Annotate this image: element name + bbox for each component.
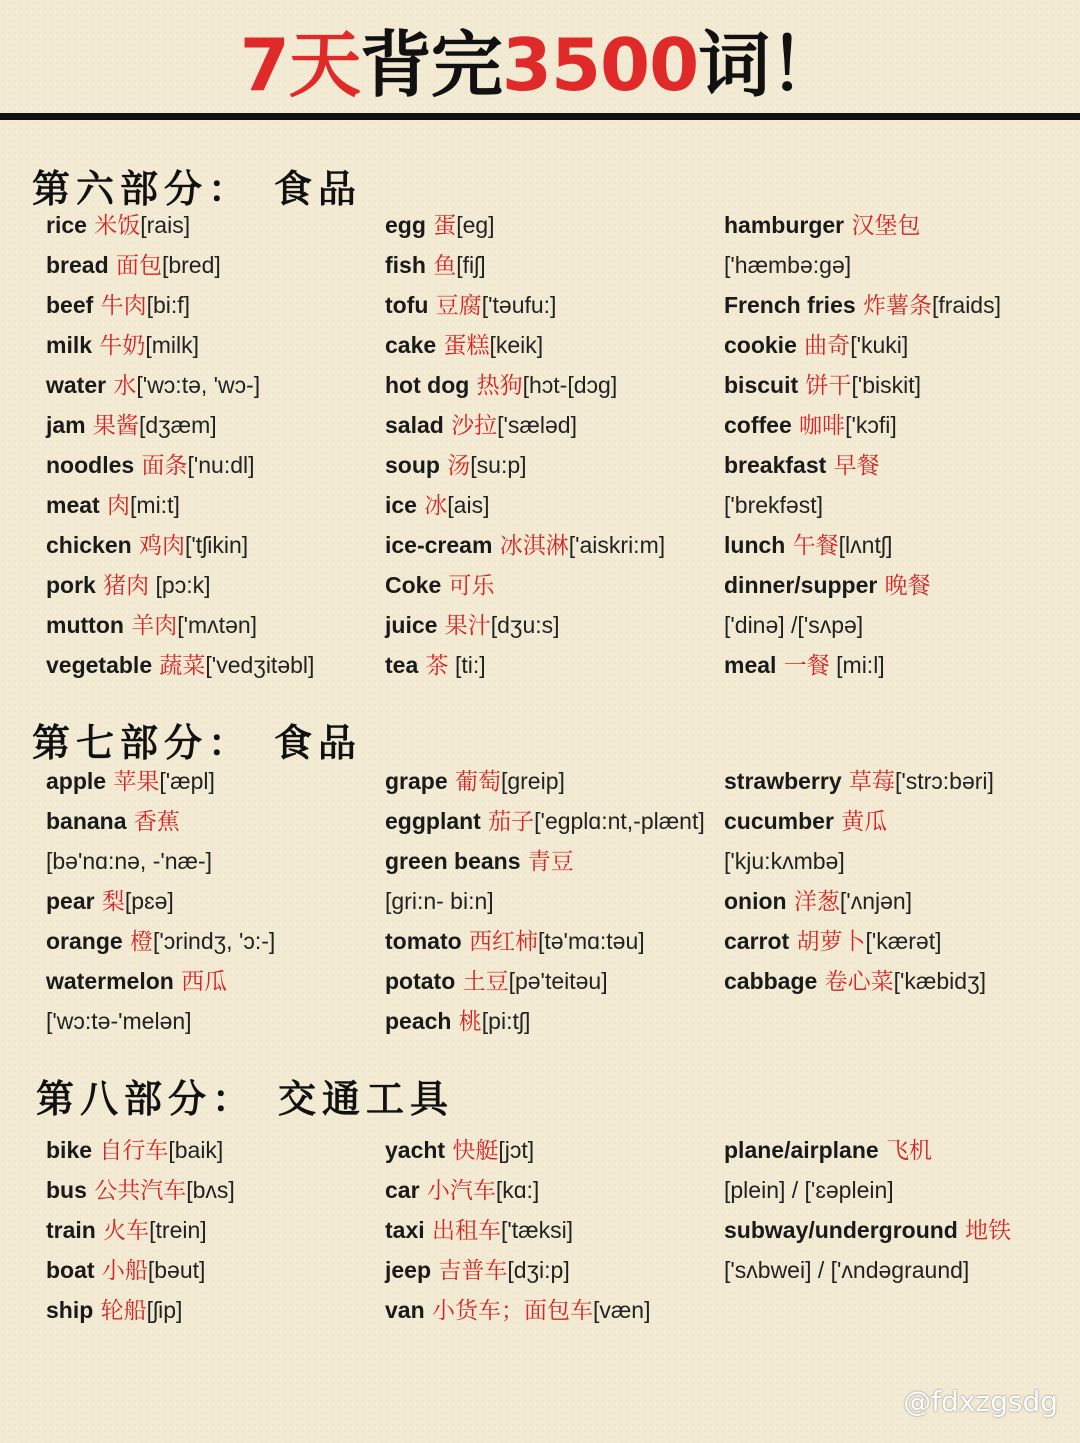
vocab-entry	[46, 325, 386, 365]
vocab-chinese: 水	[106, 373, 137, 399]
vocab-chinese: 快艇	[445, 1138, 499, 1164]
vocab-phonetic: ['tæksi]	[500, 1217, 574, 1243]
vocab-entry	[46, 605, 386, 645]
vocab-phonetic: [plein] / ['ɛəplein]	[724, 1177, 894, 1203]
vocab-phonetic: ['aiskri:m]	[568, 532, 666, 558]
vocab-english: salad	[385, 412, 444, 438]
vocab-chinese: 飞机	[878, 1138, 932, 1164]
vocab-chinese: 鸡肉	[131, 533, 185, 559]
vocab-entry	[385, 1001, 725, 1041]
vocab-entry	[46, 445, 386, 485]
vocab-phonetic: [bred]	[161, 252, 221, 278]
vocab-english: milk	[46, 332, 93, 358]
vocab-chinese: 汤	[439, 453, 471, 479]
vocab-chinese: 蔬菜	[152, 653, 206, 679]
vocab-entry	[724, 325, 1064, 365]
vocab-english: bread	[46, 252, 109, 278]
vocab-chinese: 西红柿	[461, 929, 538, 955]
vocab-chinese: 炸薯条	[855, 293, 932, 319]
vocab-chinese: 曲奇	[796, 333, 851, 359]
section-6-column-3	[724, 205, 1064, 685]
vocab-english: egg	[385, 212, 426, 238]
vocab-chinese: 蛋糕	[436, 333, 490, 359]
vocab-english: jam	[46, 412, 86, 438]
vocab-english: beef	[46, 292, 94, 318]
vocab-phonetic: [ais]	[447, 492, 490, 518]
vocab-entry	[724, 645, 1064, 685]
vocab-chinese: 轮船	[93, 1298, 147, 1324]
vocab-chinese: 洋葱	[786, 889, 840, 915]
vocab-english: green beans	[385, 848, 521, 874]
section-7-column-2	[385, 761, 725, 1041]
vocab-english: dinner/supper	[724, 572, 878, 598]
section-6-column-1	[46, 205, 386, 685]
vocab-chinese: 青豆	[520, 849, 574, 875]
vocab-chinese: 可乐	[441, 573, 495, 599]
vocab-english: boat	[46, 1257, 95, 1283]
vocab-entry	[385, 761, 725, 801]
vocab-entry	[724, 841, 1064, 881]
vocab-chinese: 黄瓜	[833, 809, 888, 835]
vocab-entry	[46, 1250, 386, 1290]
vocab-phonetic: [hɔt-[dɔg]	[522, 372, 618, 398]
vocab-entry	[46, 285, 386, 325]
vocab-entry	[385, 245, 725, 285]
vocab-english: van	[385, 1297, 425, 1323]
vocab-english: carrot	[724, 928, 790, 954]
section-6-column-2	[385, 205, 725, 685]
vocab-entry	[46, 1130, 386, 1170]
vocab-english: car	[385, 1177, 420, 1203]
vocab-phonetic: [dʒi:p]	[507, 1257, 570, 1283]
vocab-chinese: 桃	[451, 1009, 482, 1035]
vocab-entry	[724, 405, 1064, 445]
vocab-phonetic: [bəut]	[147, 1257, 206, 1283]
title-part-4: 词！	[698, 23, 841, 107]
vocab-english: tofu	[385, 292, 429, 318]
vocab-chinese: 羊肉	[123, 613, 178, 639]
vocab-english: chicken	[46, 532, 132, 558]
section-heading-6: 第六部分： 食品	[32, 167, 363, 211]
vocab-english: soup	[385, 452, 440, 478]
vocab-phonetic: ['kɔfi]	[845, 412, 897, 438]
vocab-entry	[724, 801, 1064, 841]
title-part-1: 7天	[239, 23, 360, 107]
vocab-entry	[385, 525, 725, 565]
title-part-2: 背完	[359, 23, 502, 107]
vocab-entry	[385, 565, 725, 605]
vocab-english: apple	[46, 768, 107, 794]
vocab-chinese: 午餐	[785, 533, 839, 559]
vocab-phonetic: ['kuki]	[850, 332, 909, 358]
vocab-chinese: 小船	[94, 1258, 148, 1284]
vocab-entry	[724, 1210, 1074, 1250]
vocab-english: tomato	[385, 928, 462, 954]
vocab-english: train	[46, 1217, 96, 1243]
vocab-phonetic: [trein]	[149, 1217, 207, 1243]
vocab-english: Coke	[385, 572, 442, 598]
vocab-entry	[724, 485, 1064, 525]
vocab-english: ship	[46, 1297, 94, 1323]
vocab-entry	[724, 205, 1064, 245]
vocab-entry	[46, 801, 386, 841]
vocab-entry	[385, 645, 725, 685]
vocab-entry	[724, 565, 1064, 605]
vocab-phonetic: [lʌntʃ]	[838, 532, 893, 558]
vocab-entry	[724, 365, 1064, 405]
vocab-chinese: 米饭	[86, 213, 141, 239]
vocab-entry	[46, 245, 386, 285]
vocab-phonetic: [mi:l]	[829, 652, 885, 678]
vocab-entry	[724, 525, 1064, 565]
vocab-phonetic: [keik]	[489, 332, 544, 358]
vocab-english: plane/airplane	[724, 1137, 879, 1163]
vocab-entry	[46, 205, 386, 245]
vocab-phonetic: [pɔ:k]	[149, 572, 211, 598]
vocab-english: eggplant	[385, 808, 481, 834]
vocab-chinese: 面包	[108, 253, 162, 279]
vocab-entry	[46, 921, 386, 961]
vocab-phonetic: [dʒu:s]	[490, 612, 560, 638]
vocab-chinese: 咖啡	[791, 413, 846, 439]
vocab-english: bike	[46, 1137, 93, 1163]
vocab-entry	[724, 285, 1064, 325]
vocab-english: orange	[46, 928, 123, 954]
section-8-column-1	[46, 1130, 386, 1330]
vocab-phonetic: [fiʃ]	[456, 252, 486, 278]
vocab-english: French fries	[724, 292, 856, 318]
vocab-english: grape	[385, 768, 448, 794]
vocab-chinese: 茶	[418, 653, 449, 679]
vocab-phonetic: ['kæbidʒ]	[893, 968, 986, 994]
vocab-entry	[385, 325, 725, 365]
vocab-phonetic: ['biskit]	[851, 372, 922, 398]
vocab-english: breakfast	[724, 452, 827, 478]
vocab-entry	[724, 761, 1064, 801]
vocab-english: hot dog	[385, 372, 470, 398]
vocab-phonetic: ['kærət]	[865, 928, 942, 954]
vocab-phonetic: [tə'mɑ:təu]	[537, 928, 645, 954]
vocab-phonetic: [bi:f]	[146, 292, 191, 318]
vocab-english: subway/underground	[724, 1217, 958, 1243]
vocab-phonetic: [kɑ:]	[495, 1177, 540, 1203]
vocab-english: cookie	[724, 332, 797, 358]
vocab-entry	[385, 1130, 725, 1170]
vocab-chinese: 冰	[416, 493, 448, 519]
vocab-chinese: 果酱	[85, 413, 139, 439]
vocab-entry	[46, 565, 386, 605]
vocab-english: noodles	[46, 452, 135, 478]
vocab-entry	[724, 1170, 1074, 1210]
vocab-entry	[385, 1170, 725, 1210]
vocab-entry	[385, 205, 725, 245]
vocab-phonetic: [milk]	[145, 332, 200, 358]
vocab-entry	[46, 525, 386, 565]
vocab-entry	[724, 921, 1064, 961]
vocab-english: lunch	[724, 532, 786, 558]
vocab-english: potato	[385, 968, 456, 994]
vocab-phonetic: [baik]	[168, 1137, 224, 1163]
vocab-entry	[46, 1001, 386, 1041]
vocab-phonetic: ['ɔrindʒ, 'ɔ:-]	[153, 928, 276, 954]
vocab-phonetic: ['ʌnjən]	[839, 888, 913, 914]
vocab-chinese: 肉	[99, 493, 131, 519]
vocab-phonetic: [væn]	[592, 1297, 651, 1323]
vocab-english: mutton	[46, 612, 124, 638]
vocab-english: coffee	[724, 412, 792, 438]
vocab-english: pear	[46, 888, 95, 914]
vocab-entry	[46, 881, 386, 921]
vocab-chinese: 胡萝卜	[789, 929, 866, 955]
vocab-english: watermelon	[46, 968, 174, 994]
title-part-3: 3500	[501, 23, 699, 107]
vocab-english: cake	[385, 332, 437, 358]
vocab-phonetic: [bə'nɑ:nə, -'næ-]	[46, 848, 213, 874]
vocab-english: jeep	[385, 1257, 432, 1283]
vocab-entry	[385, 405, 725, 445]
vocab-phonetic: ['nu:dl]	[187, 452, 255, 478]
vocab-entry	[724, 445, 1064, 485]
vocab-phonetic: [jɔt]	[498, 1137, 535, 1163]
vocab-chinese: 冰淇淋	[492, 533, 569, 559]
vocab-chinese: 西瓜	[173, 969, 228, 995]
vocab-phonetic: ['brekfəst]	[724, 492, 823, 518]
vocab-phonetic: [bʌs]	[186, 1177, 235, 1203]
vocab-entry	[385, 921, 725, 961]
vocab-entry	[385, 881, 725, 921]
vocab-chinese: 沙拉	[443, 413, 498, 439]
vocab-entry	[385, 961, 725, 1001]
vocab-english: meat	[46, 492, 100, 518]
vocab-chinese: 橙	[122, 929, 153, 955]
vocab-phonetic: [pə'teitəu]	[508, 968, 608, 994]
vocab-entry	[724, 961, 1064, 1001]
vocab-phonetic: [su:p]	[470, 452, 527, 478]
vocab-english: biscuit	[724, 372, 799, 398]
vocab-english: cabbage	[724, 968, 818, 994]
vocab-entry	[724, 1250, 1074, 1290]
vocab-chinese: 晚餐	[877, 573, 931, 599]
vocab-english: ice-cream	[385, 532, 493, 558]
vocab-chinese: 苹果	[106, 769, 160, 795]
vocab-phonetic: ['strɔ:bəri]	[894, 768, 994, 794]
section-8-column-3	[724, 1130, 1074, 1290]
vocab-english: juice	[385, 612, 438, 638]
vocab-chinese: 果汁	[437, 613, 491, 639]
vocab-english: banana	[46, 808, 127, 834]
vocab-entry	[46, 1210, 386, 1250]
vocab-entry	[46, 841, 386, 881]
vocab-chinese: 饼干	[798, 373, 852, 399]
vocab-phonetic: ['dinə] /['sʌpə]	[724, 612, 864, 638]
vocab-phonetic: ['kju:kʌmbə]	[724, 848, 845, 874]
vocab-english: onion	[724, 888, 787, 914]
vocab-english: peach	[385, 1008, 452, 1034]
vocab-entry	[385, 445, 725, 485]
section-7-column-1	[46, 761, 386, 1041]
vocab-phonetic: ['sæləd]	[497, 412, 577, 438]
vocab-phonetic: [dʒæm]	[138, 412, 217, 438]
vocab-entry	[385, 1290, 725, 1330]
vocab-entry	[724, 605, 1064, 645]
vocab-phonetic: ['təufu:]	[481, 292, 557, 318]
vocab-english: vegetable	[46, 652, 153, 678]
vocab-entry	[385, 605, 725, 645]
vocab-phonetic: ['vedʒitəbl]	[205, 652, 315, 678]
vocab-entry	[724, 1130, 1074, 1170]
vocab-english: yacht	[385, 1137, 446, 1163]
vocab-chinese: 豆腐	[428, 293, 482, 319]
vocab-phonetic: ['hæmbə:gə]	[724, 252, 852, 278]
vocab-chinese: 土豆	[455, 969, 509, 995]
vocab-phonetic: [gri:n- bi:n]	[385, 888, 494, 914]
vocab-entry	[46, 1170, 386, 1210]
vocab-chinese: 梨	[94, 889, 125, 915]
vocab-entry	[385, 285, 725, 325]
vocab-entry	[46, 365, 386, 405]
vocab-chinese: 公共汽车	[86, 1178, 187, 1204]
vocab-phonetic: [pɛə]	[124, 888, 174, 914]
vocab-chinese: 地铁	[957, 1218, 1012, 1244]
vocab-entry	[385, 1210, 725, 1250]
vocab-chinese: 自行车	[92, 1138, 169, 1164]
vocab-entry	[385, 801, 725, 841]
vocab-chinese: 猪肉	[95, 573, 150, 599]
vocab-phonetic: [eg]	[456, 212, 495, 238]
vocab-chinese: 汉堡包	[844, 213, 921, 239]
vocab-english: cucumber	[724, 808, 834, 834]
vocab-english: tea	[385, 652, 419, 678]
page-title	[0, 22, 1080, 108]
vocab-phonetic: ['mʌtən]	[177, 612, 258, 638]
vocab-chinese: 早餐	[826, 453, 880, 479]
vocab-phonetic: [pi:tʃ]	[481, 1008, 531, 1034]
vocab-chinese: 小货车；面包车	[424, 1298, 593, 1324]
vocab-chinese: 小汽车	[419, 1178, 496, 1204]
vocab-english: meal	[724, 652, 777, 678]
vocab-entry	[46, 405, 386, 445]
vocab-english: taxi	[385, 1217, 425, 1243]
vocab-entry	[46, 1290, 386, 1330]
vocab-chinese: 鱼	[425, 253, 457, 279]
vocab-entry	[46, 645, 386, 685]
vocab-english: hamburger	[724, 212, 845, 238]
vocab-entry	[46, 961, 386, 1001]
vocab-chinese: 草莓	[841, 769, 895, 795]
vocab-chinese: 卷心菜	[817, 969, 894, 995]
vocab-chinese: 面条	[134, 453, 188, 479]
vocab-entry	[724, 245, 1064, 285]
vocab-phonetic: ['sʌbwei] / ['ʌndəgraund]	[724, 1257, 970, 1283]
vocab-chinese: 葡萄	[447, 769, 501, 795]
vocab-english: fish	[385, 252, 426, 278]
vocab-phonetic: [fraids]	[931, 292, 1001, 318]
vocab-chinese: 一餐	[776, 653, 830, 679]
vocab-chinese: 火车	[95, 1218, 150, 1244]
vocab-chinese: 茄子	[480, 809, 535, 835]
vocab-phonetic: [ti:]	[448, 652, 486, 678]
vocab-english: water	[46, 372, 107, 398]
vocab-entry	[385, 841, 725, 881]
vocab-phonetic: ['wɔ:tə, 'wɔ-]	[136, 372, 261, 398]
vocab-chinese: 热狗	[469, 373, 523, 399]
vocab-english: strawberry	[724, 768, 842, 794]
vocab-phonetic: [rais]	[140, 212, 191, 238]
vocab-chinese: 香蕉	[126, 809, 180, 835]
vocab-phonetic: ['tʃikin]	[184, 532, 249, 558]
section-heading-7: 第七部分： 食品	[32, 721, 363, 765]
vocab-entry	[724, 881, 1064, 921]
vocab-chinese: 牛奶	[92, 333, 146, 359]
vocab-phonetic: ['æpl]	[159, 768, 215, 794]
vocab-phonetic: [ʃip]	[146, 1297, 183, 1323]
vocab-phonetic: ['wɔ:tə-'melən]	[46, 1008, 192, 1034]
vocab-english: pork	[46, 572, 96, 598]
vocab-english: ice	[385, 492, 417, 518]
vocab-english: rice	[46, 212, 87, 238]
vocab-entry	[46, 485, 386, 525]
section-heading-8: 第八部分： 交通工具	[36, 1077, 455, 1121]
section-7-column-3	[724, 761, 1064, 1001]
vocab-phonetic: [greip]	[500, 768, 565, 794]
vocab-chinese: 牛肉	[93, 293, 147, 319]
section-8-column-2	[385, 1130, 725, 1330]
watermark: @fdxzgsdg	[903, 1385, 1058, 1418]
vocab-entry	[385, 1250, 725, 1290]
vocab-english: bus	[46, 1177, 87, 1203]
vocab-phonetic: ['egplɑ:nt,-plænt]	[534, 808, 705, 834]
title-divider	[0, 113, 1080, 120]
vocab-entry	[385, 365, 725, 405]
vocab-chinese: 蛋	[425, 213, 457, 239]
vocab-entry	[385, 485, 725, 525]
vocab-chinese: 吉普车	[431, 1258, 508, 1284]
vocab-chinese: 出租车	[424, 1218, 501, 1244]
vocab-phonetic: [mi:t]	[130, 492, 180, 518]
vocab-entry	[46, 761, 386, 801]
